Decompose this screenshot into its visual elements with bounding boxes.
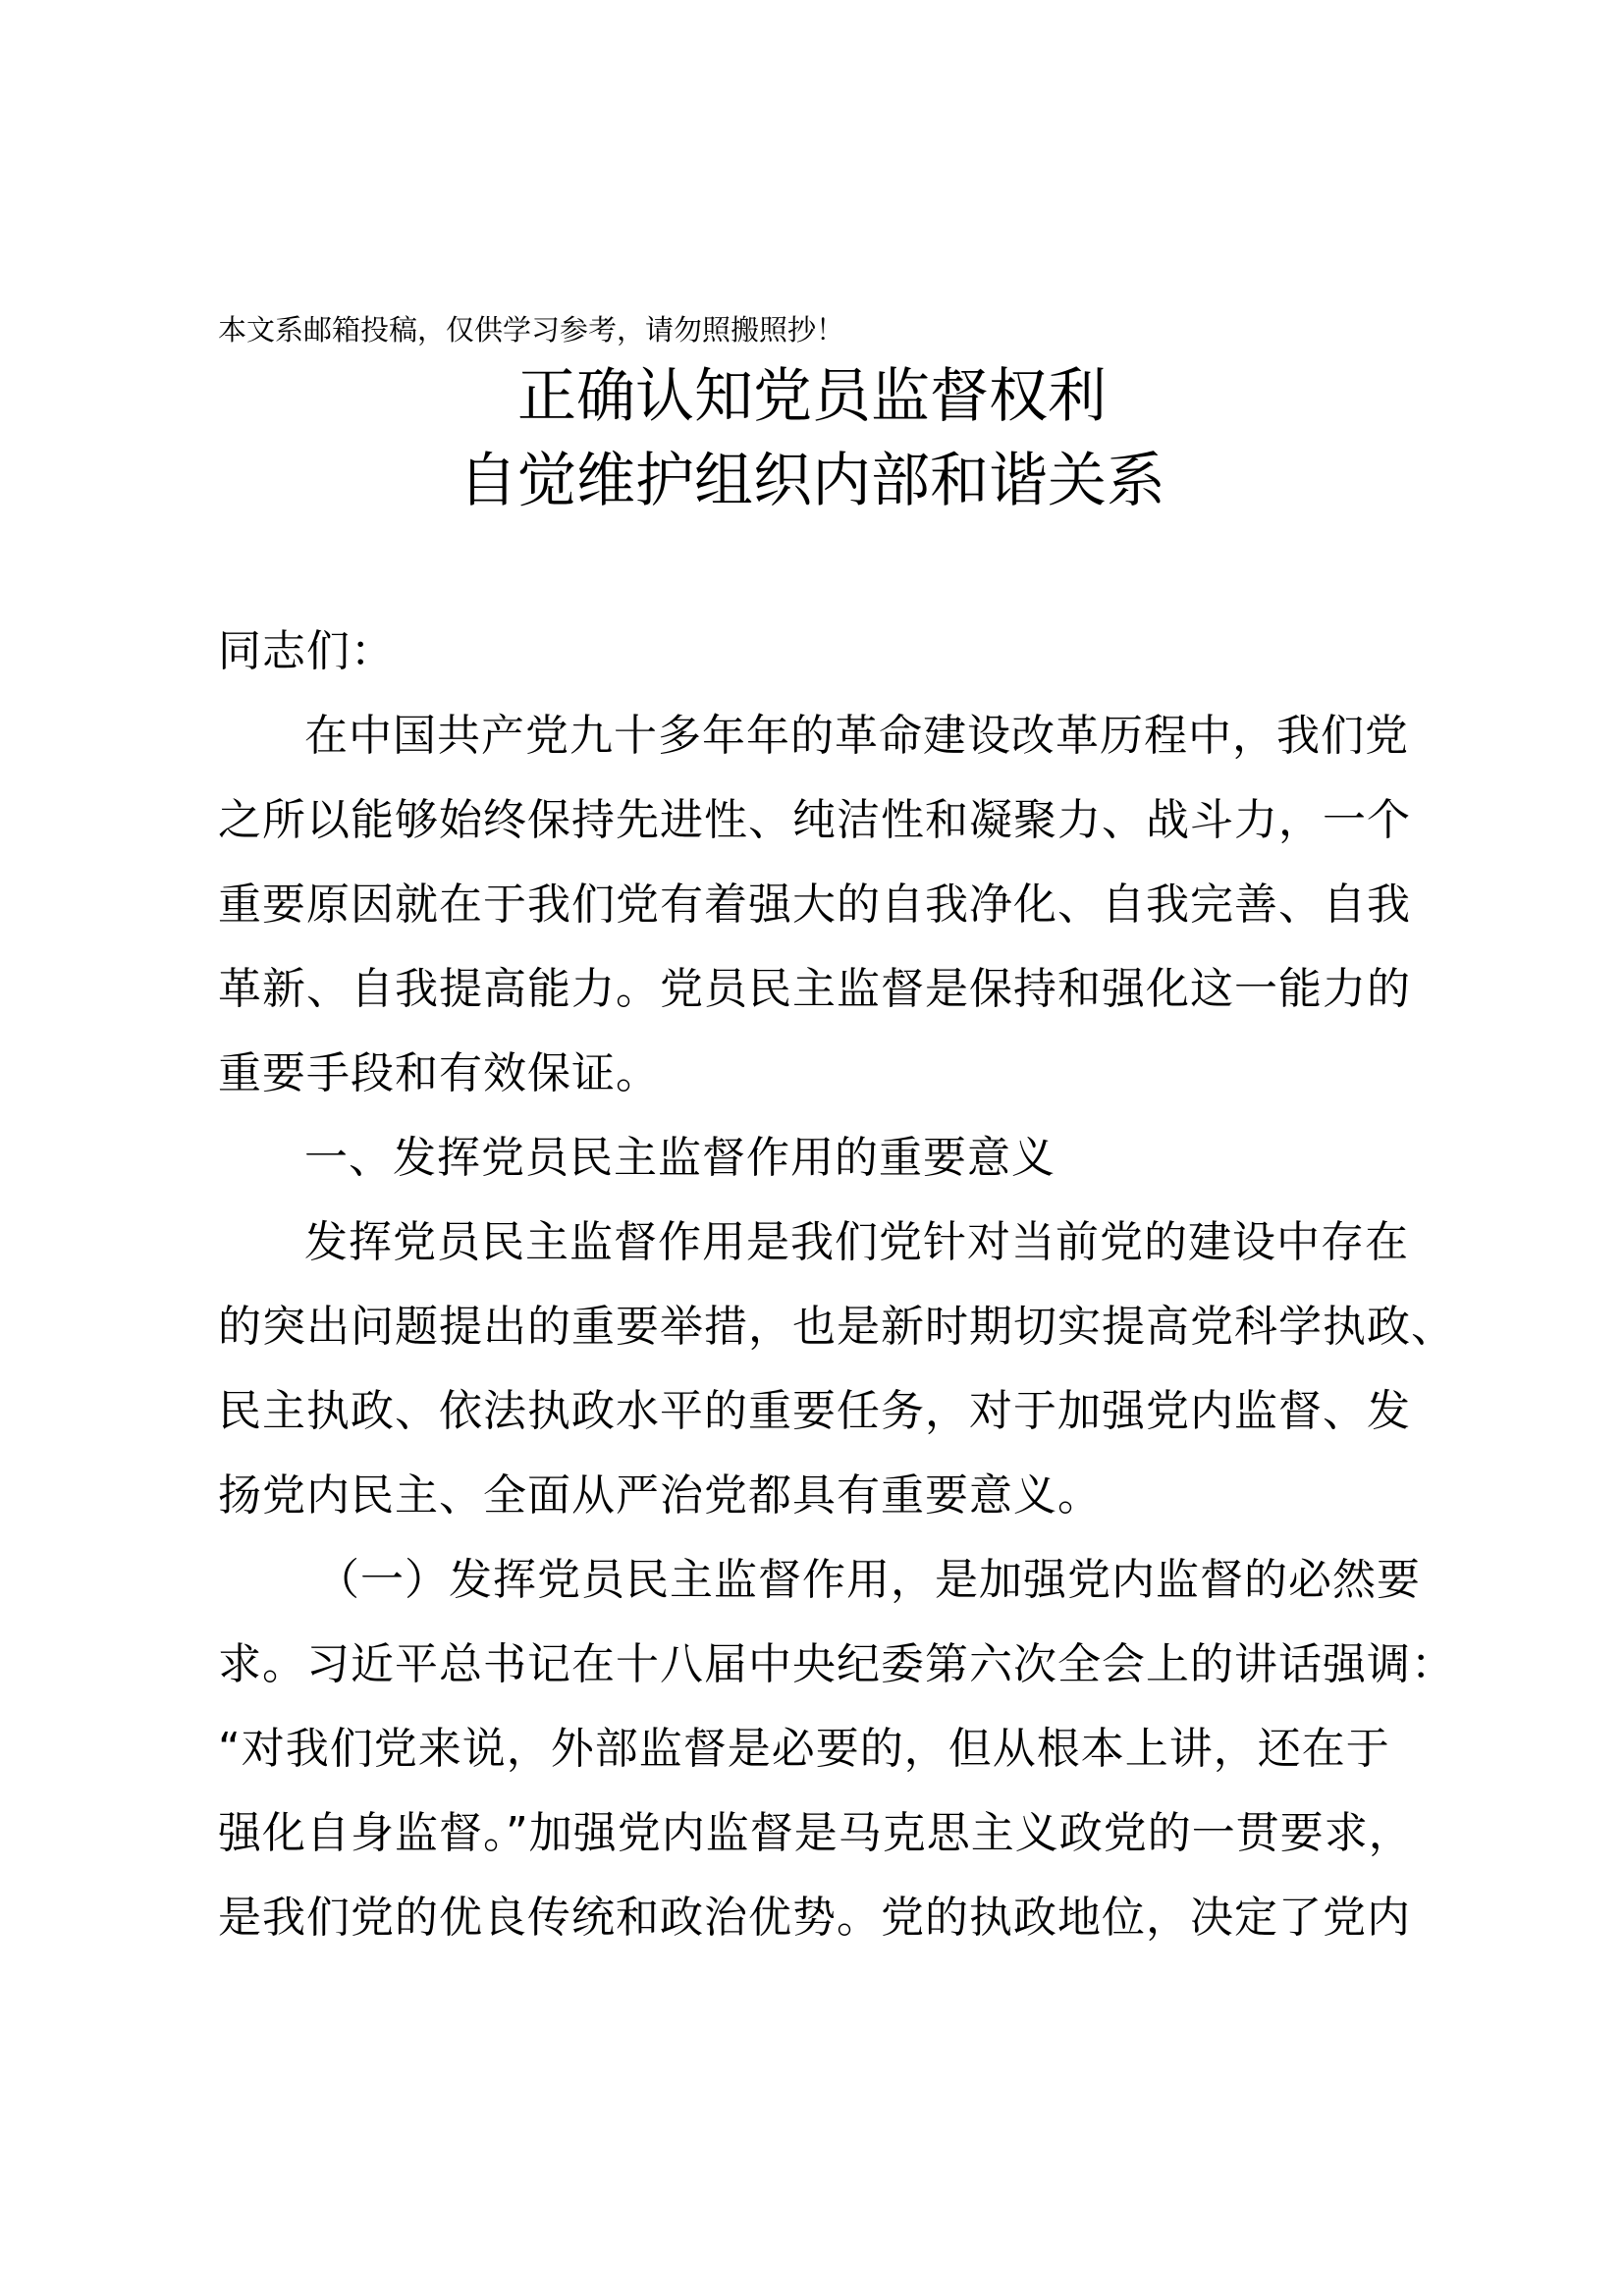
submission-notice: 本文系邮箱投稿，仅供学习参考，请勿照搬照抄！ — [218, 313, 845, 347]
title-line-1: 正确认知党员监督权利 — [517, 362, 1107, 431]
paragraph-line: 重要原因就在于我们党有着强大的自我净化、自我完善、自我 — [218, 880, 1411, 930]
salutation: 同志们： — [218, 626, 395, 676]
paragraph-line: 扬党内民主、全面从严治党都具有重要意义。 — [218, 1470, 1102, 1521]
subsection-line: （一）发挥党员民主监督作用，是加强党内监督的必然要 — [316, 1555, 1421, 1605]
paragraph-line: 的突出问题提出的重要举措，也是新时期切实提高党科学执政、 — [218, 1302, 1455, 1352]
paragraph-line: 是我们党的优良传统和政治优势。党的执政地位，决定了党内 — [218, 1893, 1411, 1943]
paragraph-line: 重要手段和有效保证。 — [218, 1048, 660, 1098]
paragraph-line: 强化自身监督。”加强党内监督是马克思主义政党的一贯要求， — [218, 1808, 1413, 1858]
section-heading: 一、发挥党员民主监督作用的重要意义 — [304, 1133, 1056, 1183]
paragraph-line: 发挥党员民主监督作用是我们党针对当前党的建设中存在 — [304, 1217, 1409, 1267]
title-line-2: 自觉维护组织内部和谐关系 — [459, 447, 1165, 515]
paragraph-line: 革新、自我提高能力。党员民主监督是保持和强化这一能力的 — [218, 964, 1411, 1014]
paragraph-line: 民主执政、依法执政水平的重要任务，对于加强党内监督、发 — [218, 1386, 1411, 1436]
paragraph-line: 在中国共产党九十多年年的革命建设改革历程中，我们党 — [304, 711, 1409, 761]
paragraph-line: “对我们党来说，外部监督是必要的，但从根本上讲，还在于 — [218, 1724, 1390, 1774]
paragraph-line: 之所以能够始终保持先进性、纯洁性和凝聚力、战斗力，一个 — [218, 795, 1411, 845]
paragraph-line: 求。习近平总书记在十八届中央纪委第六次全会上的讲话强调： — [218, 1639, 1455, 1689]
